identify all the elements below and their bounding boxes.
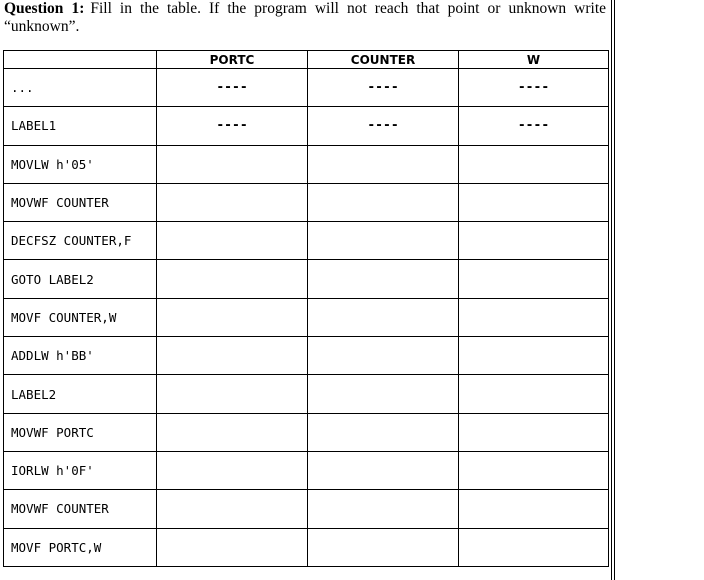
portc-cell[interactable] (157, 222, 308, 260)
instruction-cell: LABEL1 (4, 107, 157, 145)
counter-cell[interactable] (308, 337, 459, 375)
table-row (4, 413, 609, 451)
counter-cell[interactable] (308, 260, 459, 298)
table-row (4, 298, 609, 336)
table-row (4, 183, 609, 221)
portc-cell[interactable] (157, 183, 308, 221)
question-prompt (4, 0, 606, 36)
w-cell[interactable] (459, 413, 609, 451)
w-cell[interactable] (459, 222, 609, 260)
question-text: Fill in the table. If the program will not reach that point or unknown write “unknown”. (4, 0, 607, 35)
counter-cell[interactable] (308, 375, 459, 413)
header-row (4, 51, 609, 69)
counter-cell[interactable] (308, 183, 459, 221)
instruction-cell: ... (4, 69, 157, 107)
header-w: W (459, 51, 609, 69)
w-cell[interactable] (459, 183, 609, 221)
instruction-cell: MOVLW h'05' (4, 145, 157, 183)
instruction-cell: IORLW h'0F' (4, 451, 157, 489)
portc-cell[interactable] (157, 375, 308, 413)
header-instruction (4, 51, 157, 69)
portc-cell[interactable] (157, 298, 308, 336)
counter-cell[interactable] (308, 490, 459, 528)
table-row (4, 375, 609, 413)
counter-cell[interactable] (308, 451, 459, 489)
portc-cell[interactable] (157, 490, 308, 528)
w-cell[interactable] (459, 260, 609, 298)
trace-table (3, 50, 609, 567)
table-row (4, 107, 609, 145)
portc-cell[interactable] (157, 260, 308, 298)
portc-cell[interactable]: ---- (157, 107, 308, 145)
portc-cell[interactable] (157, 337, 308, 375)
portc-cell[interactable] (157, 145, 308, 183)
w-cell[interactable]: ---- (459, 69, 609, 107)
instruction-cell: MOVF COUNTER,W (4, 298, 157, 336)
instruction-cell: GOTO LABEL2 (4, 260, 157, 298)
portc-cell[interactable]: ---- (157, 69, 308, 107)
instruction-cell: LABEL2 (4, 375, 157, 413)
w-cell[interactable] (459, 298, 609, 336)
counter-cell[interactable]: ---- (308, 107, 459, 145)
counter-cell[interactable] (308, 528, 459, 566)
portc-cell[interactable] (157, 451, 308, 489)
table-row (4, 145, 609, 183)
w-cell[interactable] (459, 490, 609, 528)
table-row (4, 260, 609, 298)
counter-cell[interactable] (308, 413, 459, 451)
w-cell[interactable] (459, 451, 609, 489)
w-cell[interactable] (459, 528, 609, 566)
table-row (4, 222, 609, 260)
header-counter: COUNTER (308, 51, 459, 69)
counter-cell[interactable] (308, 222, 459, 260)
instruction-cell: DECFSZ COUNTER,F (4, 222, 157, 260)
portc-cell[interactable] (157, 413, 308, 451)
w-cell[interactable] (459, 337, 609, 375)
w-cell[interactable] (459, 145, 609, 183)
page-border-line (611, 0, 612, 580)
portc-cell[interactable] (157, 528, 308, 566)
instruction-cell: MOVWF COUNTER (4, 183, 157, 221)
table-row (4, 528, 609, 566)
page-border-line (614, 0, 615, 580)
counter-cell[interactable] (308, 298, 459, 336)
w-cell[interactable]: ---- (459, 107, 609, 145)
w-cell[interactable] (459, 375, 609, 413)
counter-cell[interactable] (308, 145, 459, 183)
counter-cell[interactable]: ---- (308, 69, 459, 107)
table-row (4, 451, 609, 489)
table-row (4, 337, 609, 375)
question-label: Question 1: (4, 0, 85, 17)
header-portc: PORTC (157, 51, 308, 69)
table-row (4, 490, 609, 528)
instruction-cell: MOVWF PORTC (4, 413, 157, 451)
instruction-cell: ADDLW h'BB' (4, 337, 157, 375)
instruction-cell: MOVF PORTC,W (4, 528, 157, 566)
table-row (4, 69, 609, 107)
instruction-cell: MOVWF COUNTER (4, 490, 157, 528)
